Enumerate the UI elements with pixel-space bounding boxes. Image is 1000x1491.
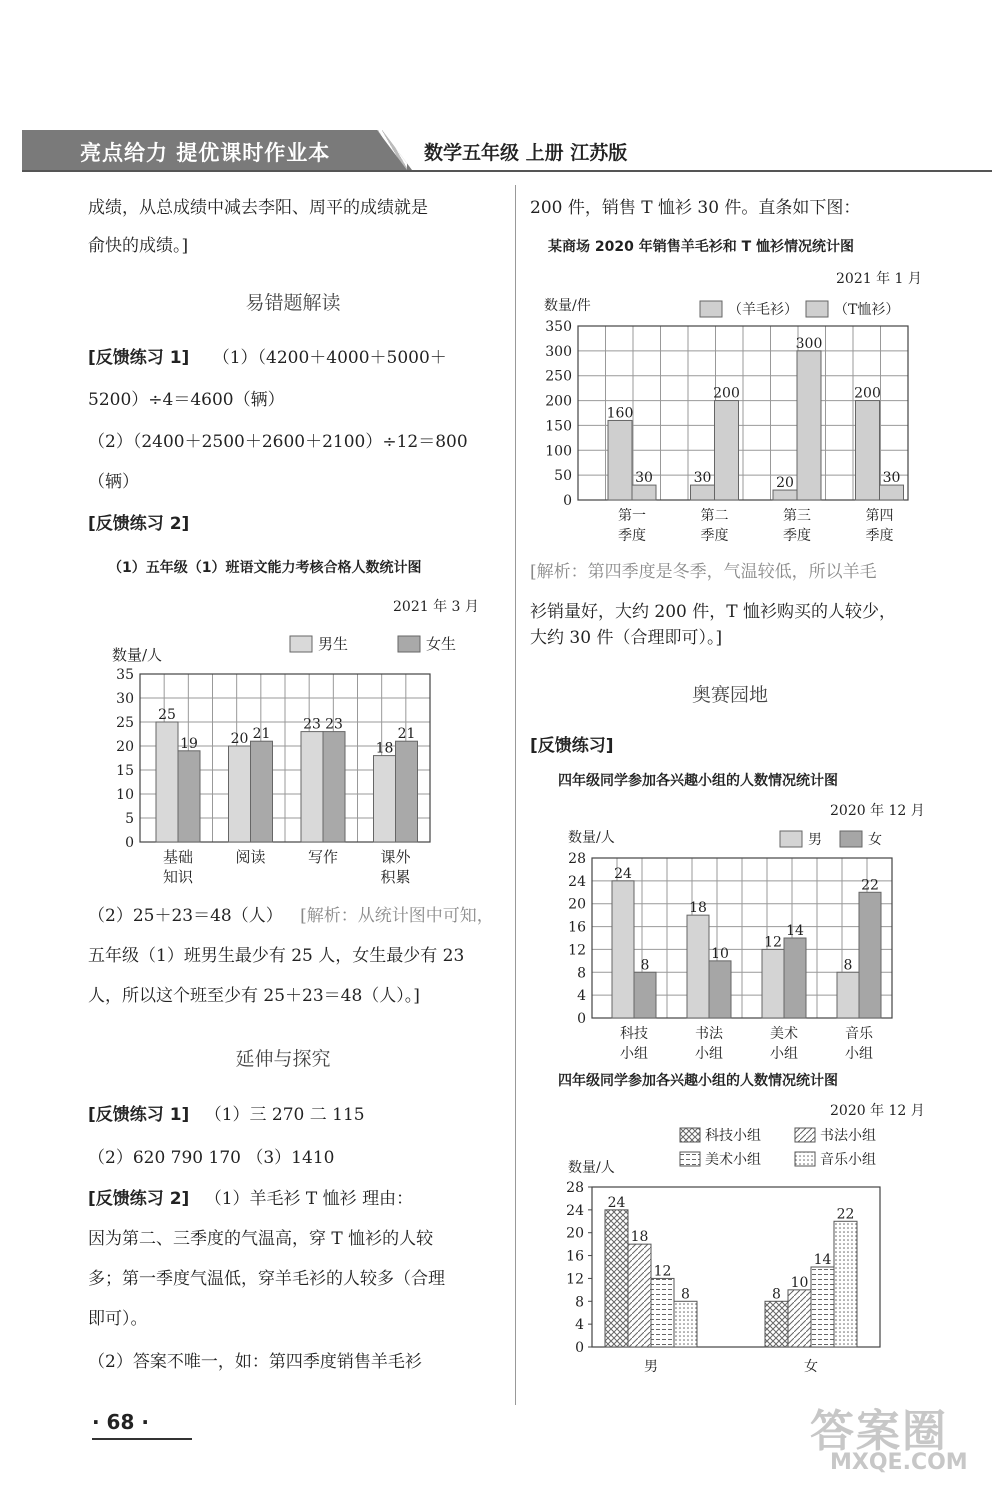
text-line: 衫销量好，大约 200 件，T 恤衫购买的人较少， (530, 602, 896, 622)
x-tick-label: 积累 (380, 868, 411, 886)
y-tick-label: 20 (566, 1225, 584, 1242)
chart-bar-3 (530, 822, 930, 1062)
data-label: 18 (375, 740, 394, 757)
bar (608, 420, 632, 500)
x-tick-label: 小组 (620, 1046, 648, 1062)
x-tick-label: 女 (804, 1359, 818, 1375)
x-tick-label: 书法 (695, 1026, 723, 1042)
data-label: 25 (158, 707, 176, 723)
y-tick-label: 28 (568, 851, 586, 867)
x-tick-label: 季度 (865, 528, 894, 544)
data-label: 24 (607, 1194, 626, 1211)
y-tick-label: 12 (566, 1271, 584, 1288)
chart-date: 2020 年 12 月 (830, 803, 925, 819)
text-line: 即可）。 (88, 1309, 148, 1329)
chart-bar-1 (100, 620, 480, 890)
data-label: 18 (630, 1229, 649, 1246)
bar (859, 892, 881, 1018)
x-tick-label: 小组 (770, 1046, 798, 1062)
bar (762, 949, 784, 1018)
book-title: 亮点给力 提优课时作业本 (80, 141, 331, 165)
y-tick-label: 25 (116, 715, 134, 731)
data-label: 21 (252, 726, 271, 743)
bar (880, 485, 904, 500)
section-title: 延伸与探究 (235, 1048, 331, 1070)
legend-swatch (780, 831, 802, 847)
legend-swatch (290, 636, 312, 652)
y-tick-label: 300 (545, 343, 572, 360)
legend-swatch (806, 301, 828, 317)
chart-prefix: （1） (108, 560, 146, 576)
x-tick-label: 写作 (307, 848, 339, 866)
x-tick-label: 小组 (695, 1046, 723, 1062)
legend-swatch (680, 1152, 700, 1166)
legend-label: 男生 (318, 635, 349, 653)
x-tick-label: 美术 (770, 1026, 798, 1042)
text-line: （1）羊毛衫 T 恤衫 理由： (204, 1189, 414, 1209)
y-axis-label: 数量/人 (568, 1160, 615, 1176)
bar (811, 1267, 834, 1347)
text-line: 大约 30 件（合理即可）。] (530, 628, 723, 648)
text-line: 多；第一季度气温低，穿羊毛衫的人较多（合理 (88, 1269, 445, 1289)
legend-label: 书法小组 (820, 1128, 876, 1144)
bar (178, 751, 200, 842)
y-tick-label: 0 (575, 1340, 584, 1356)
chart-title: 四年级同学参加各兴趣小组的人数情况统计图 (558, 1073, 838, 1089)
chart-title-text: 五年级（1）班语文能力考核合格人数统计图 (145, 560, 422, 576)
watermark-url: MXQE.COM (830, 1450, 968, 1475)
y-tick-label: 150 (545, 418, 572, 435)
data-label: 30 (693, 470, 712, 487)
page-number: · 68 · (92, 1410, 149, 1434)
x-tick-label: 第四 (865, 508, 894, 524)
y-tick-label: 200 (545, 393, 572, 410)
chart-title: 某商场 2020 年销售羊毛衫和 T 恤衫情况统计图 (548, 239, 855, 255)
x-tick-label: 知识 (162, 868, 194, 886)
bar (765, 1301, 788, 1347)
analysis-text: [解析：从统计图中可知， (300, 906, 494, 926)
chart-date: 2021 年 1 月 (836, 271, 922, 287)
bar (156, 722, 178, 842)
x-tick-label: 男 (644, 1359, 658, 1375)
analysis-text: [解析：第四季度是冬季，气温较低，所以羊毛 (530, 562, 877, 582)
legend-swatch (680, 1128, 700, 1142)
legend-label: 男 (808, 832, 822, 848)
y-tick-label: 30 (116, 691, 134, 707)
bar (323, 732, 345, 842)
exercise-tag: [反馈练习 2] (88, 1189, 190, 1209)
data-label: 20 (230, 731, 249, 747)
chart-title (108, 557, 422, 577)
y-tick-label: 24 (568, 873, 586, 890)
exercise-tag: [反馈练习 1] (88, 1105, 190, 1125)
legend-label: 音乐小组 (820, 1152, 876, 1168)
y-tick-label: 100 (545, 443, 572, 460)
x-tick-label: 阅读 (235, 848, 266, 866)
data-label: 19 (180, 735, 198, 752)
x-tick-label: 第一 (618, 508, 646, 524)
y-tick-label: 12 (568, 942, 586, 959)
text-line: （2）25＋23＝48（人） (88, 906, 283, 926)
bar (374, 756, 396, 842)
y-tick-label: 20 (116, 739, 134, 755)
legend-swatch (795, 1152, 815, 1166)
chart-date: 2021 年 3 月 (393, 599, 479, 615)
bar (301, 732, 323, 842)
data-label: 23 (303, 716, 321, 733)
chart-date: 2020 年 12 月 (830, 1103, 925, 1119)
y-axis-label: 数量/件 (544, 298, 591, 314)
legend-swatch (840, 831, 862, 847)
data-label: 30 (882, 470, 901, 487)
watermark-logo: 答案圈 (810, 1406, 948, 1457)
bar (651, 1278, 674, 1347)
x-tick-label: 科技 (620, 1026, 648, 1042)
text-line: （1）（4200＋4000＋5000＋ (212, 348, 447, 368)
exercise-tag: [反馈练习] (530, 736, 614, 756)
data-label: 160 (606, 405, 634, 422)
data-label: 8 (843, 957, 853, 974)
bar (229, 746, 251, 842)
y-tick-label: 50 (554, 468, 572, 485)
data-label: 14 (813, 1252, 832, 1268)
x-tick-label: 季度 (700, 528, 729, 544)
bar (715, 401, 739, 500)
bar (709, 961, 731, 1018)
data-label: 10 (711, 945, 729, 962)
text-line: 因为第二、三季度的气温高，穿 T 恤衫的人较 (88, 1229, 434, 1249)
chart-bar-4 (530, 1122, 930, 1377)
page-number-underline (92, 1438, 192, 1440)
data-label: 200 (713, 385, 740, 402)
column-divider (515, 185, 516, 1405)
exercise-tag: [反馈练习 1] (88, 348, 190, 368)
data-label: 21 (397, 726, 416, 743)
y-tick-label: 20 (568, 896, 586, 913)
text-line: （辆） (88, 472, 139, 492)
data-label: 200 (854, 385, 881, 402)
y-tick-label: 8 (575, 1294, 584, 1311)
data-label: 18 (689, 900, 707, 917)
y-tick-label: 0 (563, 493, 572, 509)
bar (837, 972, 859, 1018)
text-line: 5200）÷4＝4600（辆） (88, 390, 285, 410)
legend-label: 女生 (426, 635, 457, 653)
y-tick-label: 5 (125, 811, 134, 827)
page-header (22, 130, 992, 172)
y-tick-label: 28 (566, 1180, 584, 1196)
bar (632, 485, 656, 500)
data-label: 10 (790, 1274, 809, 1291)
y-tick-label: 15 (116, 763, 134, 779)
legend-label: 美术小组 (705, 1152, 761, 1168)
y-axis-label: 数量/人 (568, 830, 615, 846)
text-line: 五年级（1）班男生最少有 25 人，女生最少有 23 (88, 946, 465, 966)
legend-swatch (700, 301, 722, 317)
chart-bar-2 (530, 290, 930, 550)
bar (788, 1290, 811, 1347)
text-line: （2）（2400＋2500＋2600＋2100）÷12＝800 (88, 432, 468, 452)
bar (773, 490, 797, 500)
x-tick-label: 季度 (618, 528, 646, 544)
data-label: 22 (861, 877, 879, 894)
data-label: 12 (653, 1263, 672, 1280)
x-tick-label: 课外 (380, 848, 411, 866)
text-line: 成绩，从总成绩中减去李阳、周平的成绩就是 (88, 198, 428, 218)
y-tick-label: 10 (116, 787, 134, 803)
y-axis-label: 数量/人 (112, 646, 163, 664)
data-label: 8 (772, 1286, 781, 1303)
section-title: 奥赛园地 (691, 684, 768, 706)
bar (856, 401, 880, 500)
legend-swatch (795, 1128, 815, 1142)
legend-label: （T恤衫） (834, 302, 900, 318)
y-tick-label: 250 (545, 368, 572, 385)
y-tick-label: 35 (116, 667, 134, 683)
text-line: 200 件，销售 T 恤衫 30 件。直条如下图： (530, 198, 861, 218)
y-tick-label: 0 (125, 835, 134, 851)
y-tick-label: 4 (577, 988, 586, 1005)
x-tick-label: 第二 (700, 508, 729, 524)
bar (784, 938, 806, 1018)
data-label: 23 (325, 716, 343, 733)
legend-label: 科技小组 (705, 1128, 761, 1144)
y-tick-label: 350 (545, 319, 572, 335)
data-label: 24 (614, 865, 632, 882)
y-tick-label: 8 (577, 965, 586, 982)
bar (797, 351, 821, 500)
text-line: 人，所以这个班至少有 25＋23＝48（人）。] (88, 986, 420, 1006)
text-line: （1）三 270 二 115 (204, 1105, 365, 1125)
data-label: 8 (681, 1286, 690, 1303)
bar (612, 881, 634, 1018)
text-line: （2）620 790 170 （3）1410 (88, 1148, 335, 1168)
x-tick-label: 基础 (162, 848, 194, 866)
data-label: 300 (795, 335, 823, 352)
data-label: 22 (836, 1206, 855, 1223)
chart-title: 四年级同学参加各兴趣小组的人数情况统计图 (558, 773, 838, 789)
bar (396, 741, 418, 842)
bar (251, 741, 273, 842)
y-tick-label: 0 (577, 1011, 586, 1027)
x-tick-label: 音乐 (845, 1026, 873, 1042)
data-label: 14 (786, 923, 804, 939)
x-tick-label: 小组 (845, 1046, 873, 1062)
bar (674, 1301, 697, 1347)
y-tick-label: 24 (566, 1202, 584, 1219)
exercise-tag: [反馈练习 2] (88, 514, 190, 534)
bar (691, 485, 715, 500)
data-label: 8 (640, 957, 650, 974)
x-tick-label: 第三 (783, 508, 811, 524)
book-subtitle: 数学五年级 上册 江苏版 (424, 142, 628, 164)
y-tick-label: 16 (568, 919, 586, 936)
legend-label: 女 (868, 832, 882, 848)
bar (634, 972, 656, 1018)
bar (687, 915, 709, 1018)
x-tick-label: 季度 (783, 528, 811, 544)
data-label: 20 (776, 475, 794, 492)
y-tick-label: 4 (575, 1317, 584, 1334)
legend-label: （羊毛衫） (728, 302, 798, 318)
text-line: （2）答案不唯一，如：第四季度销售羊毛衫 (88, 1352, 422, 1372)
data-label: 30 (635, 470, 653, 487)
data-label: 12 (764, 934, 782, 951)
y-tick-label: 16 (566, 1248, 584, 1265)
bar (628, 1244, 651, 1347)
legend-swatch (398, 636, 420, 652)
bar (834, 1221, 857, 1347)
bar (605, 1210, 628, 1347)
section-title: 易错题解读 (245, 292, 341, 314)
text-line: 俞快的成绩。] (88, 236, 189, 256)
